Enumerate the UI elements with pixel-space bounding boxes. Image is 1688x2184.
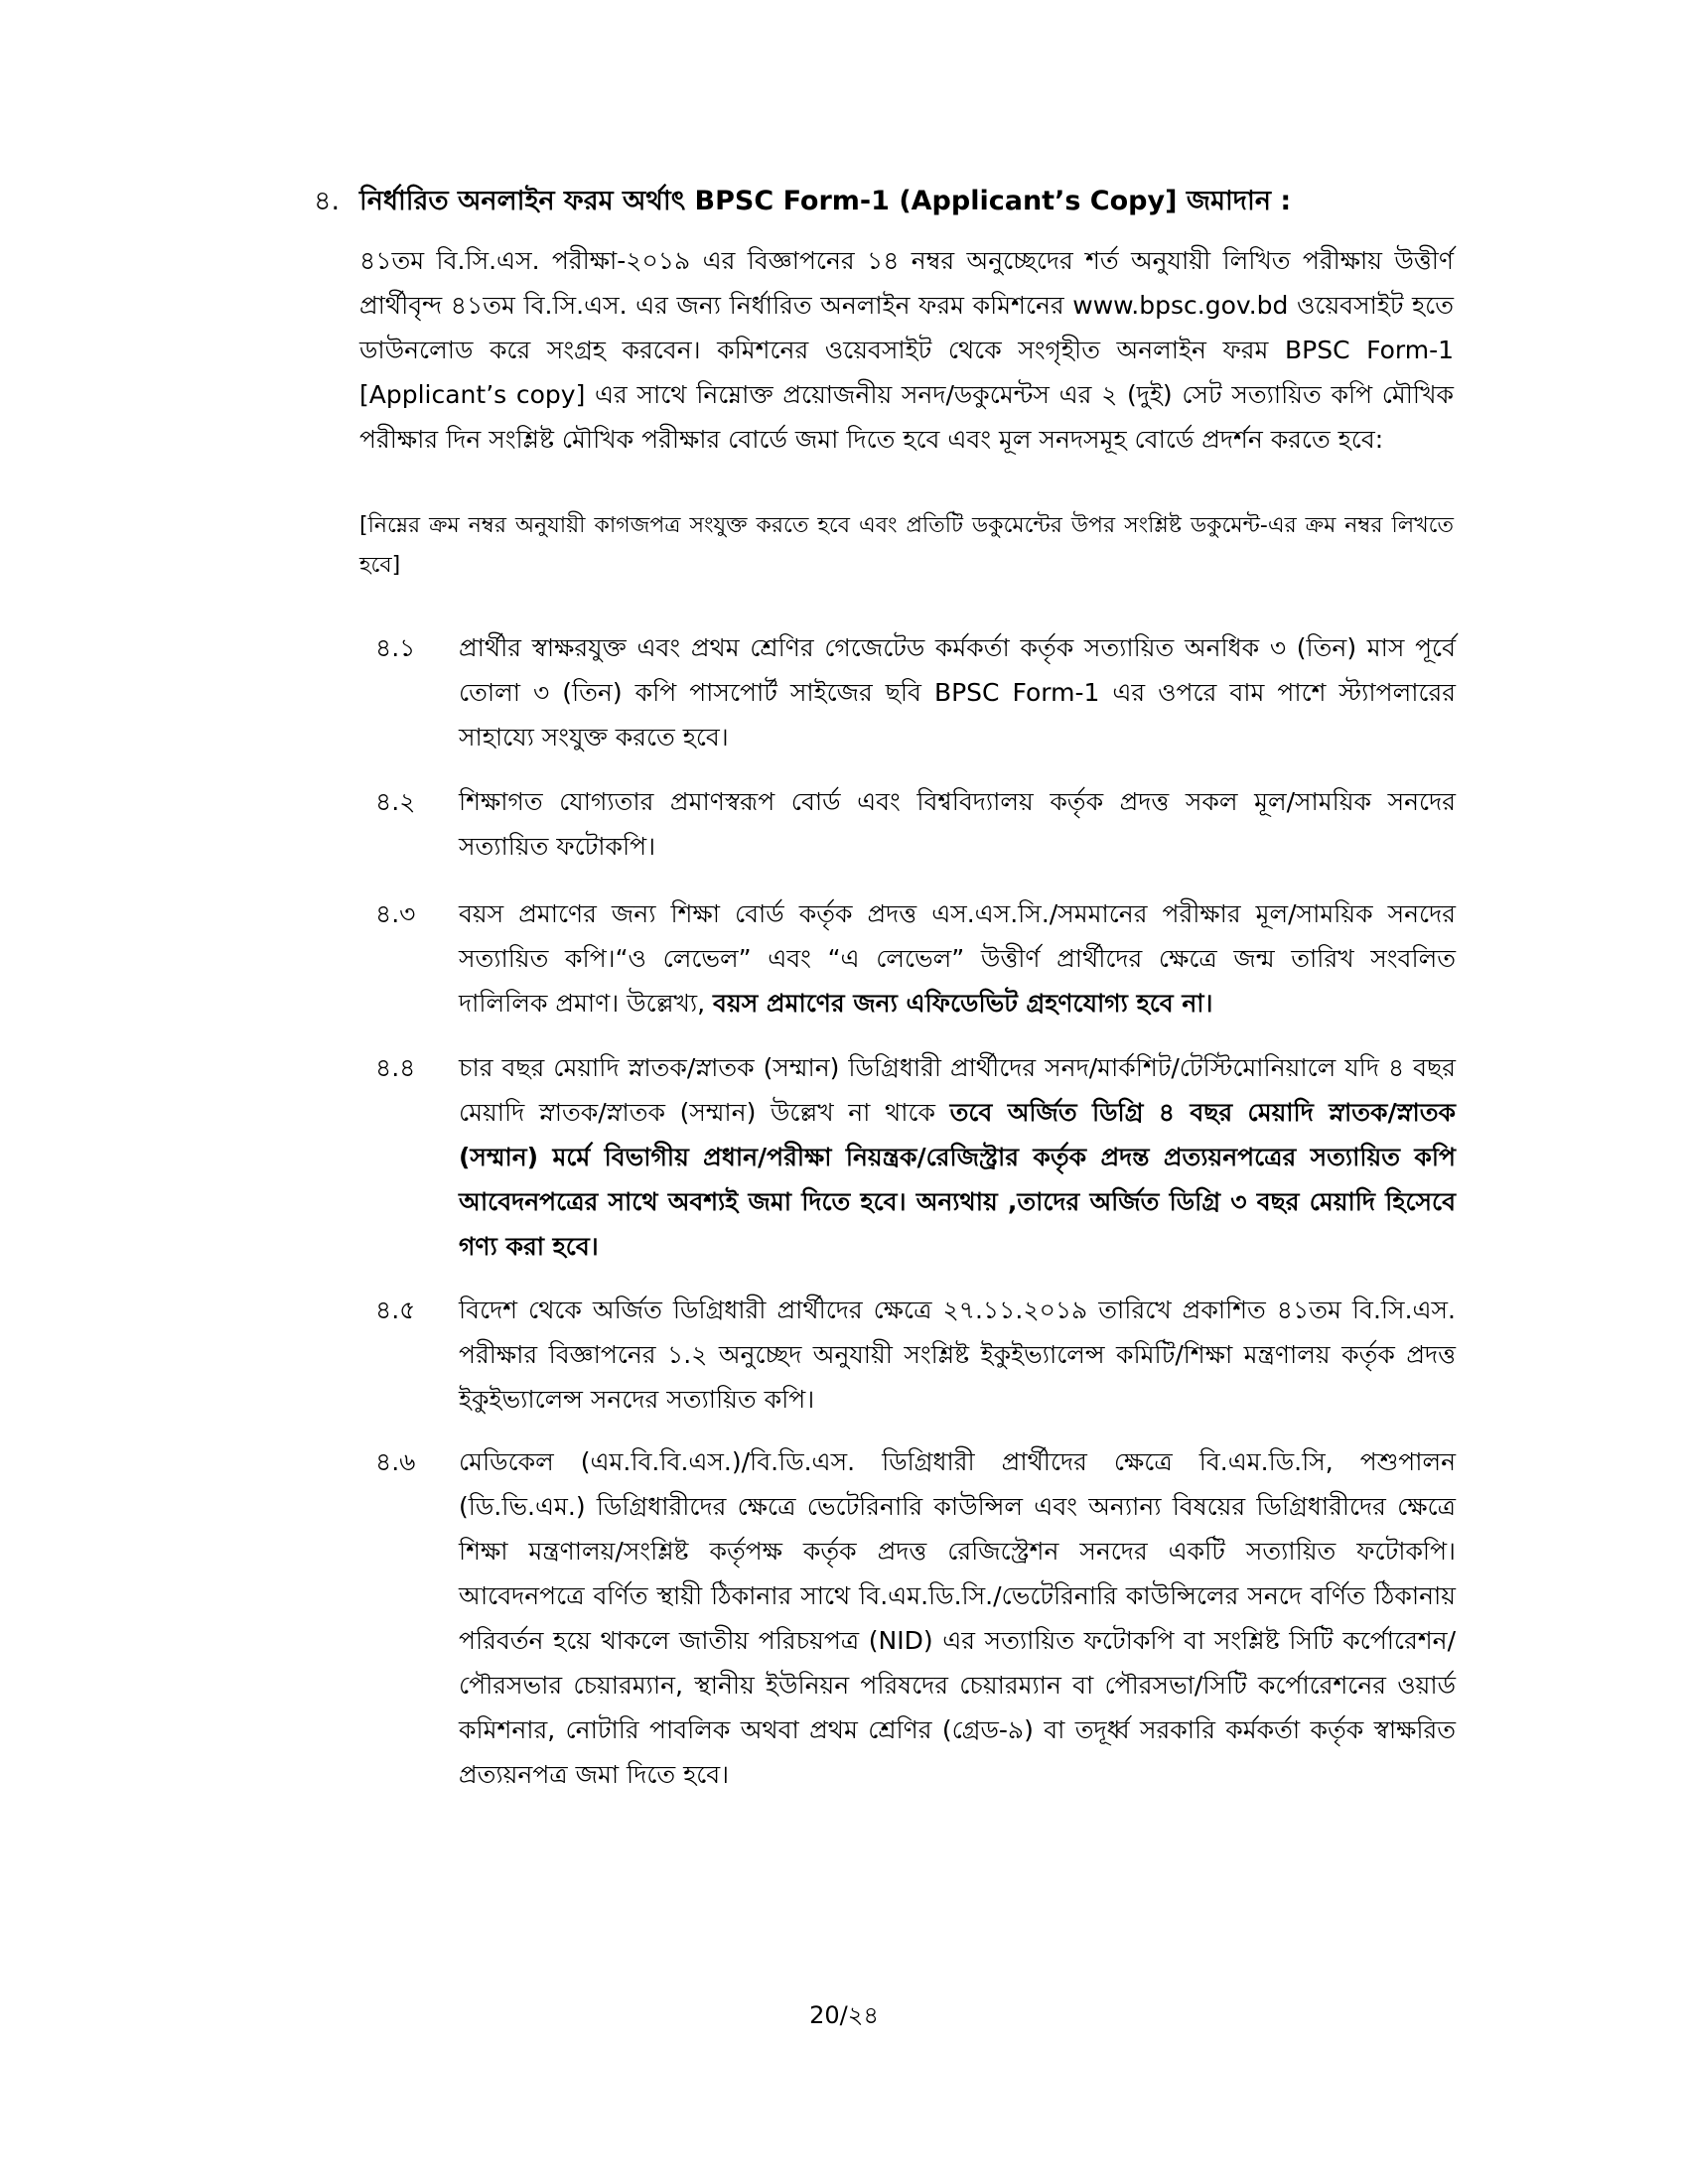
item-text: [459, 1045, 1456, 1269]
item-text: [459, 891, 1456, 1025]
section-note: [নিম্নের ক্রম নম্বর অনুযায়ী কাগজপত্র সংযুক্ত করতে হবে এবং প্রতিটি ডকুমেন্টের উপর সংশ্লিষ্ট ডকুমেন্ট-এর ক্রম নম্বর লিখতে হবে]: [359, 513, 1454, 578]
item-number: ৪.১: [375, 633, 416, 662]
item-number: ৪.৩: [375, 899, 416, 928]
item-text-regular: চার বছর মেয়াদি স্নাতক/স্নাতক (সম্মান) ডিগ্রিধারী প্রার্থীদের সনদ/মার্কশিট/টেস্টিমোনিয়ালে যদি ৪ বছর মেয়াদি স্নাতক/স্নাতক (সম্মান) উল্লেখ না থাকে: [459, 1053, 1456, 1127]
item-number: ৪.২: [375, 787, 416, 816]
section-heading-text: নির্ধারিত অনলাইন ফরম অর্থাৎ BPSC Form-1 (Applicant’s Copy] জমাদান :: [359, 186, 1292, 216]
item-text: বিদেশ থেকে অর্জিত ডিগ্রিধারী প্রার্থীদের ক্ষেত্রে ২৭.১১.২০১৯ তারিখে প্রকাশিত ৪১তম বি.সি.এস. পরীক্ষার বিজ্ঞাপনের ১.২ অনুচ্ছেদ অনুযায়ী সংশ্লিষ্ট ইকুইভ্যালেন্স কমিটি/শিক্ষা মন্ত্রণালয় কর্তৃক প্রদত্ত ইকুইভ্যালেন্স সনদের সত্যায়িত কপি।: [459, 1296, 1456, 1414]
page-number: 20/২৪: [809, 2001, 879, 2029]
item-number: ৪.৫: [375, 1296, 416, 1324]
item-text-bold: বয়স প্রমাণের জন্য এফিডেভিট গ্রহণযোগ্য হবে না।: [713, 989, 1213, 1018]
item-text-bold: তবে অর্জিত ডিগ্রি ৪ বছর মেয়াদি স্নাতক/স্নাতক (সম্মান) মর্মে বিভাগীয় প্রধান/পরীক্ষা নিয়ন্ত্রক/রেজিস্ট্রার কর্তৃক প্রদন্ত প্রত্যয়নপত্রের সত্যায়িত কপি আবেদনপত্রের সাথে অবশ্যই জমা দিতে হবে। অন্যথায় ,তাদের অর্জিত ডিগ্রি ৩ বছর মেয়াদি হিসেবে গণ্য করা হবে।: [459, 1098, 1456, 1261]
section-intro-paragraph: ৪১তম বি.সি.এস. পরীক্ষা-২০১৯ এর বিজ্ঞাপনের ১৪ নম্বর অনুচ্ছেদের শর্ত অনুযায়ী লিখিত পরীক্ষায় উত্তীর্ণ প্রার্থীবৃন্দ ৪১তম বি.সি.এস. এর জন্য নির্ধারিত অনলাইন ফরম কমিশনের www.bpsc.gov.bd ওয়েবসাইট হতে ডাউনলোড করে সংগ্রহ করবেন। কমিশনের ওয়েবসাইট থেকে সংগৃহীত অনলাইন ফরম BPSC Form-1 [Applicant’s copy] এর সাথে নিম্নোক্ত প্রয়োজনীয় সনদ/ডকুমেন্টস এর ২ (দুই) সেট সত্যায়িত কপি মৌখিক পরীক্ষার দিন সংশ্লিষ্ট মৌখিক পরীক্ষার বোর্ডে জমা দিতে হবে এবং মূল সনদসমূহ বোর্ডে প্রদর্শন করতে হবে:: [359, 246, 1454, 454]
item-text-regular: বয়স প্রমাণের জন্য শিক্ষা বোর্ড কর্তৃক প্রদত্ত এস.এস.সি./সমমানের পরীক্ষার মূল/সাময়িক সনদের সত্যায়িত কপি।“ও লেভেল” এবং “এ লেভেল” উত্তীর্ণ প্রার্থীদের ক্ষেত্রে জন্ম তারিখ সংবলিত দালিলিক প্রমাণ। উল্লেখ্য,: [459, 899, 1456, 1018]
section-number: ৪.: [314, 186, 341, 216]
item-number: ৪.৪: [375, 1053, 416, 1082]
item-number: ৪.৬: [375, 1447, 416, 1476]
item-text: প্রার্থীর স্বাক্ষরযুক্ত এবং প্রথম শ্রেণির গেজেটেড কর্মকর্তা কর্তৃক সত্যায়িত অনধিক ৩ (তিন) মাস পূর্বে তোলা ৩ (তিন) কপি পাসপোর্ট সাইজের ছবি BPSC Form-1 এর ওপরে বাম পাশে স্ট্যাপলারের সাহায্যে সংযুক্ত করতে হবে।: [459, 633, 1456, 751]
item-text: মেডিকেল (এম.বি.বি.এস.)/বি.ডি.এস. ডিগ্রিধারী প্রার্থীদের ক্ষেত্রে বি.এম.ডি.সি, পশুপালন (ডি.ভি.এম.) ডিগ্রিধারীদের ক্ষেত্রে ভেটেরিনারি কাউন্সিল এবং অন্যান্য বিষয়ের ডিগ্রিধারীদের ক্ষেত্রে শিক্ষা মন্ত্রণালয়/সংশ্লিষ্ট কর্তৃপক্ষ কর্তৃক প্রদত্ত রেজিস্ট্রেশন সনদের একটি সত্যায়িত ফটোকপি। আবেদনপত্রে বর্ণিত স্থায়ী ঠিকানার সাথে বি.এম.ডি.সি./ভেটেরিনারি কাউন্সিলের সনদে বর্ণিত ঠিকানায় পরিবর্তন হয়ে থাকলে জাতীয় পরিচয়পত্র (NID) এর সত্যায়িত ফটোকপি বা সংশ্লিষ্ট সিটি কর্পোরেশন/পৌরসভার চেয়ারম্যান, স্থানীয় ইউনিয়ন পরিষদের চেয়ারম্যান বা পৌরসভা/সিটি কর্পোরেশনের ওয়ার্ড কমিশনার, নোটারি পাবলিক অথবা প্রথম শ্রেণির (গ্রেড-৯) বা তদূর্ধ্ব সরকারি কর্মকর্তা কর্তৃক স্বাক্ষরিত প্রত্যয়নপত্র জমা দিতে হবে।: [459, 1447, 1456, 1789]
item-text: শিক্ষাগত যোগ্যতার প্রমাণস্বরূপ বোর্ড এবং বিশ্ববিদ্যালয় কর্তৃক প্রদত্ত সকল মূল/সাময়িক সনদের সত্যায়িত ফটোকপি।: [459, 787, 1456, 861]
